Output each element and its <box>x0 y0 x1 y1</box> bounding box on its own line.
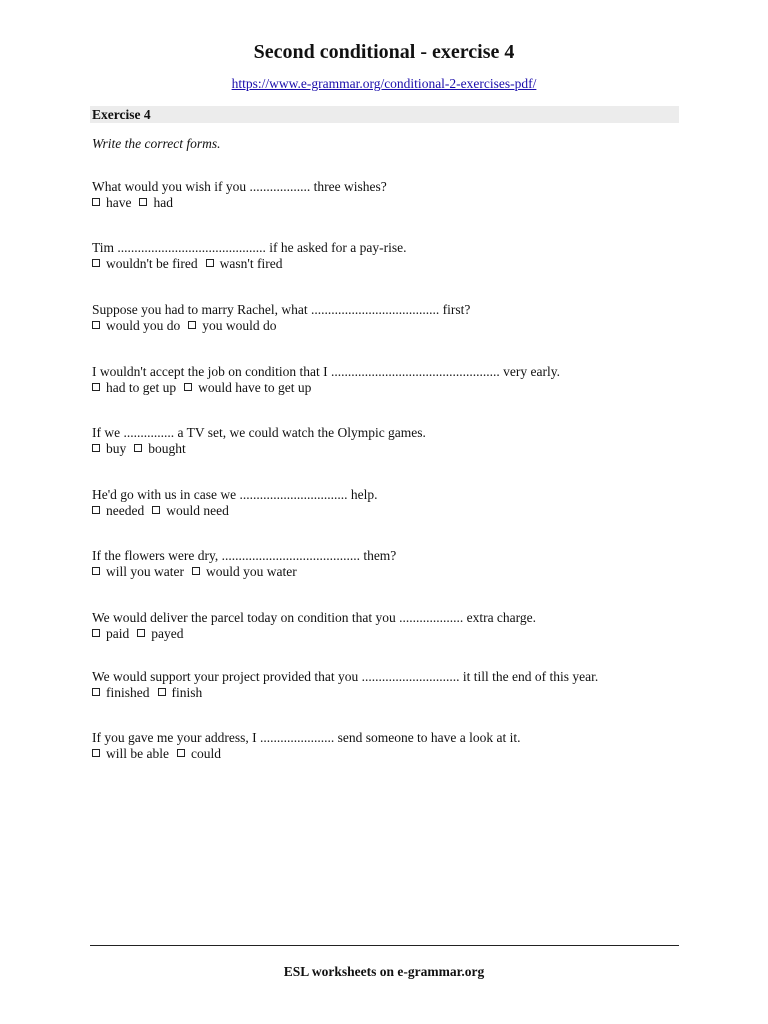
answer-option-label: wasn't fired <box>219 256 283 271</box>
question-stem: I wouldn't accept the job on condition that I .................................................. very early. <box>92 364 560 379</box>
checkbox-icon[interactable] <box>92 198 100 206</box>
question-stem: We would deliver the parcel today on condition that you ................... extra charge. <box>92 610 537 625</box>
answer-option[interactable] <box>184 380 311 396</box>
answer-option[interactable] <box>177 746 221 762</box>
page-title: Second conditional - exercise 4 <box>253 41 515 63</box>
answer-option[interactable] <box>188 318 276 334</box>
answer-option-label: will you water <box>106 564 184 579</box>
answer-option-label: bought <box>148 441 186 456</box>
answer-option[interactable] <box>92 256 198 272</box>
answer-option-label: needed <box>106 503 145 518</box>
answer-option-label: had to get up <box>106 380 177 395</box>
exercise-header: Exercise 4 <box>90 106 679 123</box>
answer-options <box>92 318 470 334</box>
question-item <box>92 669 598 701</box>
answer-options <box>92 380 560 396</box>
question-stem: He'd go with us in case we ................................ help. <box>92 487 378 502</box>
answer-option-label: paid <box>106 626 130 641</box>
source-url-line <box>0 76 768 92</box>
answer-options <box>92 685 598 701</box>
checkbox-icon[interactable] <box>92 688 100 696</box>
answer-option[interactable] <box>92 626 129 642</box>
answer-option-label: could <box>190 746 221 761</box>
answer-option-label: finished <box>106 685 150 700</box>
answer-option[interactable] <box>92 195 131 211</box>
checkbox-icon[interactable] <box>92 383 100 391</box>
checkbox-icon[interactable] <box>92 506 100 514</box>
answer-option-label: would need <box>166 503 229 518</box>
answer-option-label: wouldn't be fired <box>106 256 198 271</box>
answer-option-label: buy <box>106 441 127 456</box>
question-stem: If the flowers were dry, ......................................... them? <box>92 548 397 563</box>
answer-options <box>92 195 387 211</box>
question-item <box>92 548 396 580</box>
question-stem: What would you wish if you .................. three wishes? <box>92 179 387 194</box>
checkbox-icon[interactable] <box>192 567 200 575</box>
footer-text: ESL worksheets on e-grammar.org <box>283 964 485 979</box>
question-item <box>92 179 387 211</box>
answer-option-label: finish <box>171 685 203 700</box>
checkbox-icon[interactable] <box>134 444 142 452</box>
answer-options <box>92 564 396 580</box>
footer-divider <box>90 945 679 946</box>
question-stem: We would support your project provided that you ............................. it till the end of this year. <box>92 669 599 684</box>
question-stem: If you gave me your address, I ...................... send someone to have a look at it. <box>92 730 521 745</box>
answer-option[interactable] <box>134 441 186 457</box>
answer-option[interactable] <box>92 564 184 580</box>
checkbox-icon[interactable] <box>206 259 214 267</box>
answer-option[interactable] <box>92 441 126 457</box>
question-stem: Tim ............................................ if he asked for a pay-rise. <box>92 240 407 255</box>
answer-option[interactable] <box>137 626 183 642</box>
checkbox-icon[interactable] <box>158 688 166 696</box>
answer-options <box>92 256 406 272</box>
checkbox-icon[interactable] <box>139 198 147 206</box>
question-item <box>92 610 536 642</box>
answer-options <box>92 503 378 519</box>
answer-option-label: you would do <box>202 318 277 333</box>
answer-option[interactable] <box>192 564 297 580</box>
question-item <box>92 364 560 396</box>
checkbox-icon[interactable] <box>177 749 185 757</box>
answer-option-label: had <box>153 195 173 210</box>
answer-option[interactable] <box>206 256 283 272</box>
answer-options <box>92 746 521 762</box>
checkbox-icon[interactable] <box>137 629 145 637</box>
checkbox-icon[interactable] <box>188 321 196 329</box>
answer-option[interactable] <box>92 380 176 396</box>
source-link[interactable]: https://www.e-grammar.org/conditional-2-exercises-pdf/ <box>231 76 537 91</box>
answer-option[interactable] <box>92 318 180 334</box>
checkbox-icon[interactable] <box>92 629 100 637</box>
exercise-instruction: Write the correct forms. <box>92 136 221 151</box>
answer-option-label: would you do <box>106 318 181 333</box>
question-stem: If we ............... a TV set, we could watch the Olympic games. <box>92 425 426 440</box>
question-stem: Suppose you had to marry Rachel, what ...................................... first? <box>92 302 471 317</box>
answer-option-label: would you water <box>205 564 297 579</box>
checkbox-icon[interactable] <box>152 506 160 514</box>
checkbox-icon[interactable] <box>92 444 100 452</box>
answer-options <box>92 441 426 457</box>
checkbox-icon[interactable] <box>184 383 192 391</box>
checkbox-icon[interactable] <box>92 567 100 575</box>
answer-option[interactable] <box>152 503 229 519</box>
checkbox-icon[interactable] <box>92 749 100 757</box>
answer-option[interactable] <box>92 503 144 519</box>
answer-option[interactable] <box>92 746 169 762</box>
question-item <box>92 487 378 519</box>
question-item <box>92 730 521 762</box>
question-item <box>92 302 470 334</box>
answer-option-label: have <box>106 195 132 210</box>
answer-option-label: would have to get up <box>198 380 312 395</box>
answer-option[interactable] <box>92 685 150 701</box>
question-item <box>92 240 406 272</box>
answer-options <box>92 626 536 642</box>
answer-option[interactable] <box>158 685 203 701</box>
answer-option-label: payed <box>151 626 184 641</box>
answer-option-label: will be able <box>106 746 169 761</box>
checkbox-icon[interactable] <box>92 259 100 267</box>
answer-option[interactable] <box>139 195 173 211</box>
question-item <box>92 425 426 457</box>
checkbox-icon[interactable] <box>92 321 100 329</box>
